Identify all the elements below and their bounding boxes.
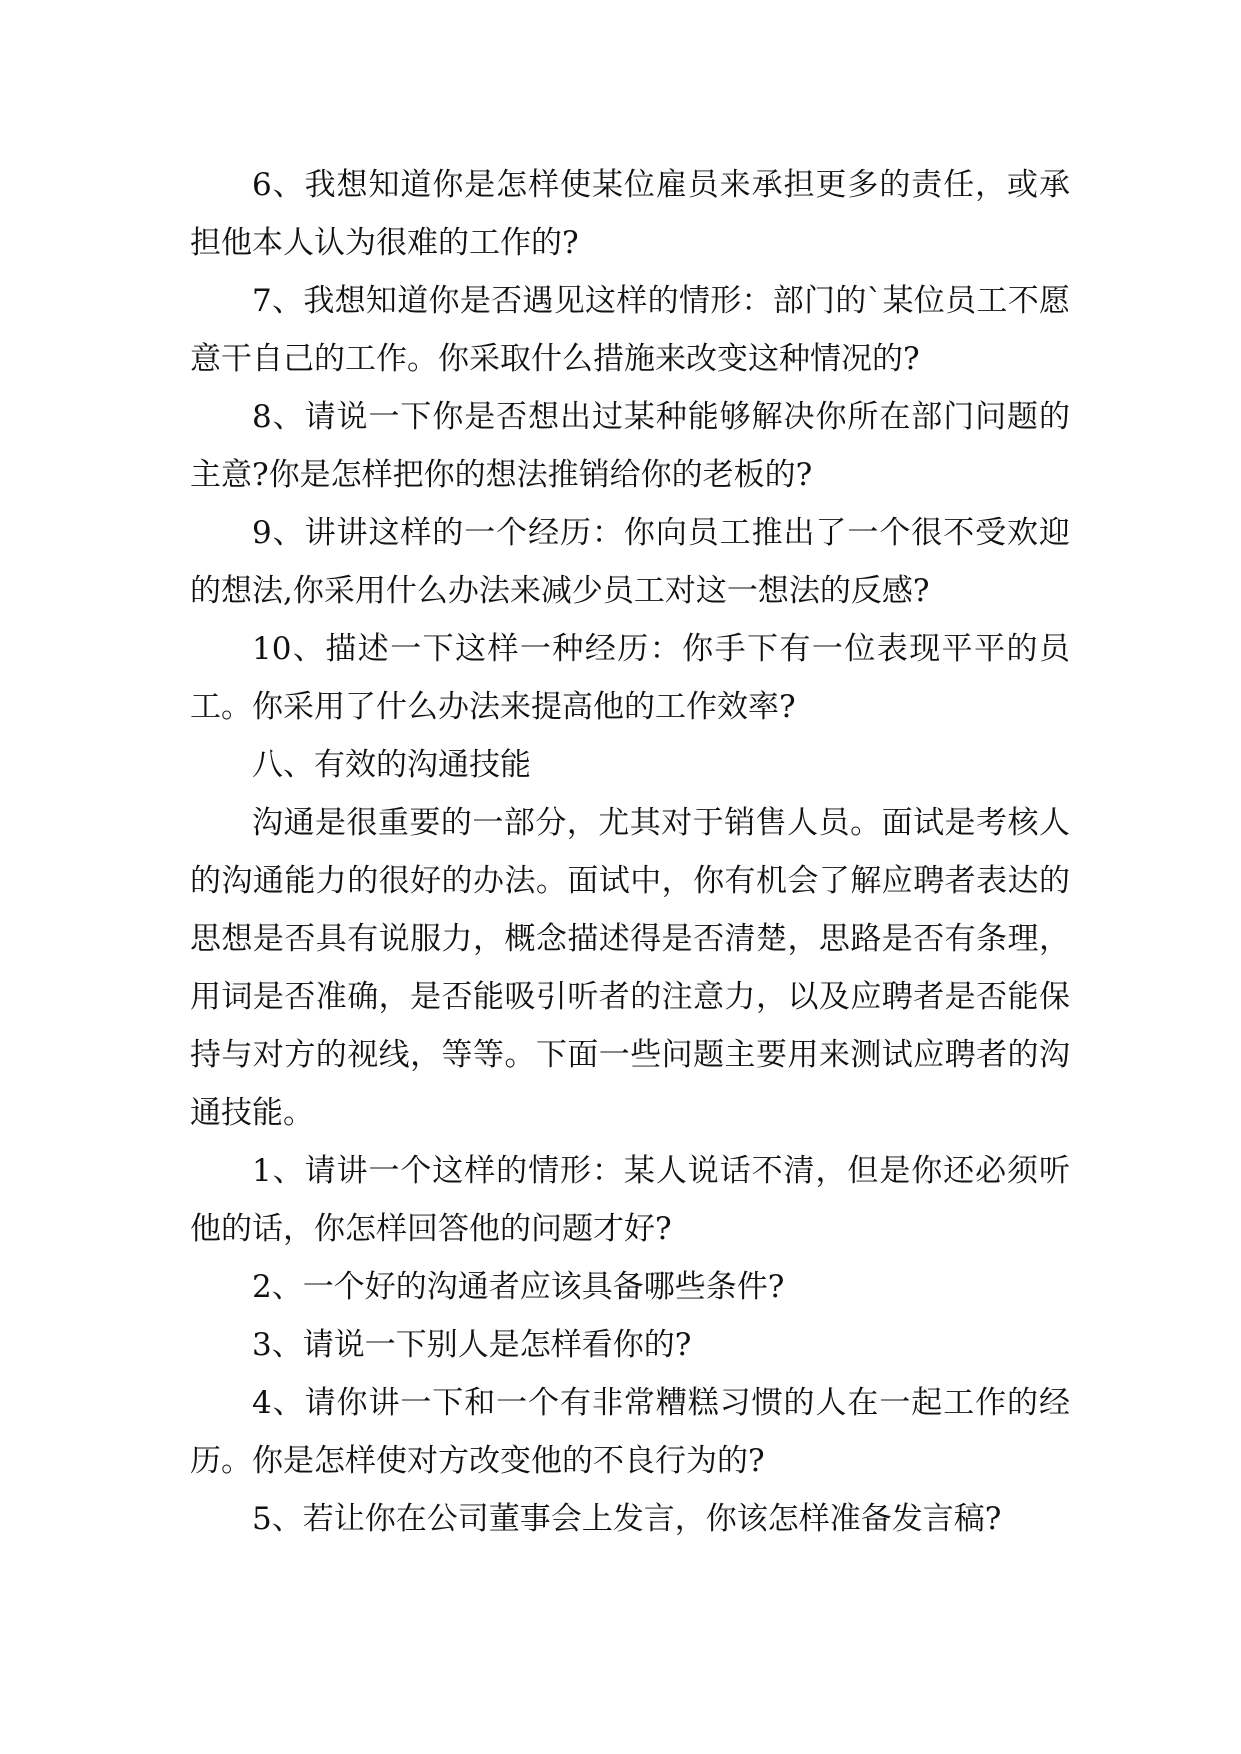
paragraph-item-10: 10、描述一下这样一种经历：你手下有一位表现平平的员工。你采用了什么办法来提高他的工作效率?	[190, 631, 1070, 725]
paragraph-item-3: 3、请说一下别人是怎样看你的?	[252, 1327, 692, 1363]
paragraph-item-9: 9、讲讲这样的一个经历：你向员工推出了一个很不受欢迎的想法,你采用什么办法来减少员工对这一想法的反感?	[190, 515, 1070, 609]
paragraph-item-1: 1、请讲一个这样的情形：某人说话不清，但是你还必须听他的话，你怎样回答他的问题才好?	[190, 1153, 1070, 1247]
section-heading: 八、有效的沟通技能	[252, 747, 531, 783]
paragraph-item-6: 6、我想知道你是怎样使某位雇员来承担更多的责任，或承担他本人认为很难的工作的?	[190, 167, 1070, 261]
paragraph-item-5: 5、若让你在公司董事会上发言，你该怎样准备发言稿?	[252, 1501, 1002, 1537]
document-body	[190, 156, 1070, 1548]
paragraph-item-4: 4、请你讲一下和一个有非常糟糕习惯的人在一起工作的经历。你是怎样使对方改变他的不良行为的?	[190, 1385, 1070, 1479]
paragraph-item-8: 8、请说一下你是否想出过某种能够解决你所在部门问题的主意?你是怎样把你的想法推销给你的老板的?	[190, 399, 1070, 493]
paragraph-item-7: 7、我想知道你是否遇见这样的情形：部门的`某位员工不愿意干自己的工作。你采取什么措施来改变这种情况的?	[190, 283, 1070, 377]
section-intro-paragraph: 沟通是很重要的一部分，尤其对于销售人员。面试是考核人的沟通能力的很好的办法。面试中，你有机会了解应聘者表达的思想是否具有说服力，概念描述得是否清楚，思路是否有条理，用词是否准确，是否能吸引听者的注意力，以及应聘者是否能保持与对方的视线，等等。下面一些问题主要用来测试应聘者的沟通技能。	[190, 805, 1070, 1131]
paragraph-item-2: 2、一个好的沟通者应该具备哪些条件?	[252, 1269, 785, 1305]
